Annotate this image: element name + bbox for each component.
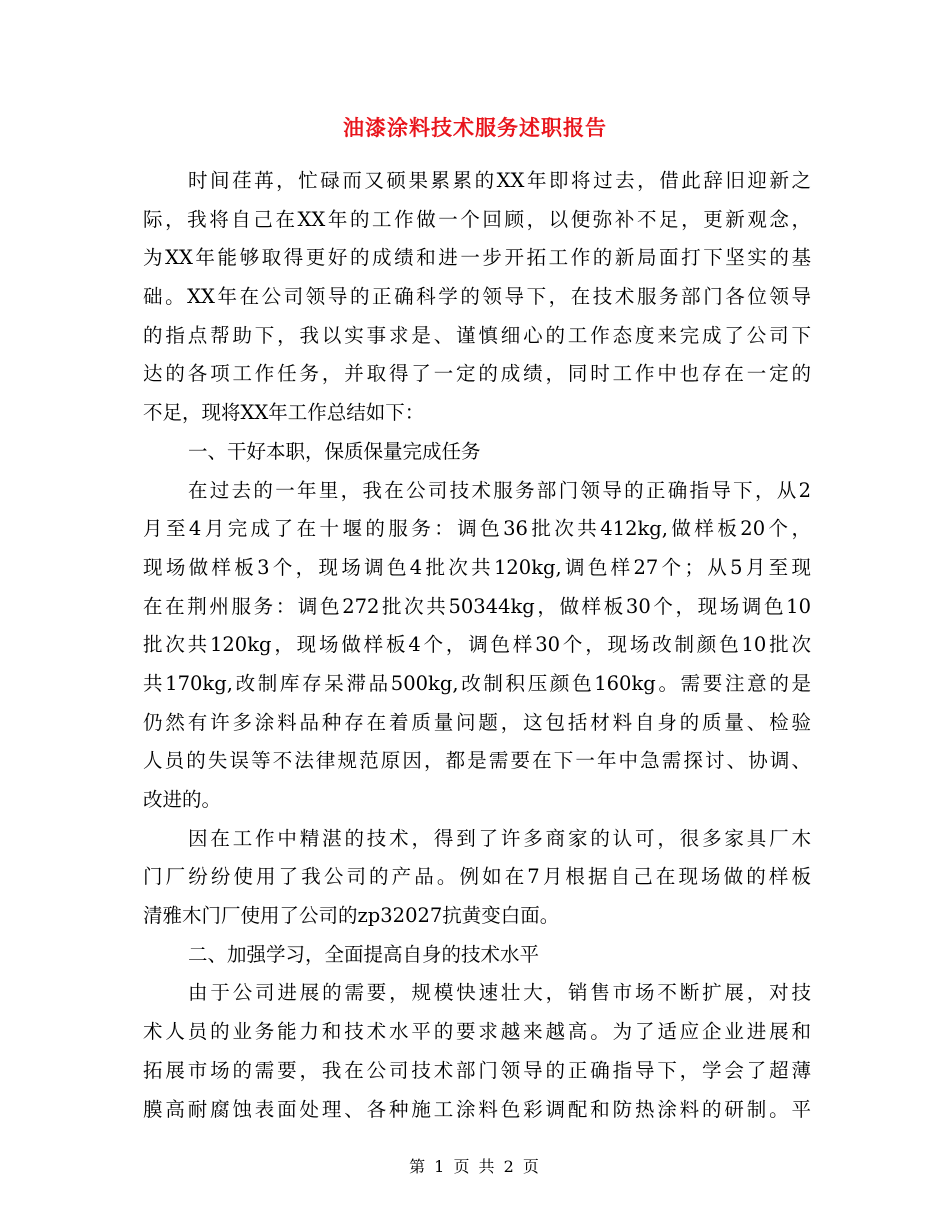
body-line: 现场做样板3个，现场调色4批次共120kg,调色样27个；从5月至现 — [143, 555, 811, 579]
document-title: 油漆涂料技术服务述职报告 — [343, 115, 607, 140]
body-line: 拓展市场的需要，我在公司技术部门领导的正确指导下，学会了超薄 — [143, 1058, 811, 1082]
section-heading: 一、干好本职，保质保量完成任务 — [188, 439, 481, 463]
body-line: 批次共120kg，现场做样板4个，调色样30个，现场改制颜色10批次 — [143, 633, 811, 657]
body-line: 因在工作中精湛的技术，得到了许多商家的认可，很多家具厂木 — [188, 826, 811, 850]
body-line: 改进的。 — [143, 788, 222, 811]
body-line: 不足，现将XX年工作总结如下： — [143, 401, 425, 425]
body-line: 际，我将自己在XX年的工作做一个回顾，以便弥补不足，更新观念， — [143, 207, 811, 231]
body-line: 月至4月完成了在十堰的服务：调色36批次共412kg,做样板20个， — [143, 517, 811, 541]
body-line: 在过去的一年里，我在公司技术服务部门领导的正确指导下，从2 — [188, 478, 811, 502]
section-heading: 二、加强学习，全面提高自身的技术水平 — [188, 942, 540, 966]
body-line: 膜高耐腐蚀表面处理、各种施工涂料色彩调配和防热涂料的研制。平 — [143, 1097, 811, 1121]
body-line: 术人员的业务能力和技术水平的要求越来越高。为了适应企业进展和 — [143, 1020, 811, 1044]
body-line: 共170kg,改制库存呆滞品500kg,改制积压颜色160kg。需要注意的是 — [143, 671, 811, 695]
body-line: 清雅木门厂使用了公司的zp32027抗黄变白面。 — [143, 904, 560, 928]
body-line: 由于公司进展的需要，规模快速壮大，销售市场不断扩展，对技 — [188, 981, 811, 1005]
body-line: 仍然有许多涂料品种存在着质量问题，这包括材料自身的质量、检验 — [143, 710, 811, 734]
body-line: 在在荆州服务：调色272批次共50344kg，做样板30个，现场调色10 — [143, 594, 811, 618]
body-line: 础。XX年在公司领导的正确科学的领导下，在技术服务部门各位领导 — [143, 285, 811, 309]
page-footer: 第 1 页 共 2 页 — [409, 1157, 541, 1176]
body-line: 时间荏苒，忙碌而又硕果累累的XX年即将过去，借此辞旧迎新之 — [188, 169, 811, 192]
body-line: 为XX年能够取得更好的成绩和进一步开拓工作的新局面打下坚实的基 — [143, 246, 811, 270]
document-body — [143, 162, 811, 1129]
body-line: 门厂纷纷使用了我公司的产品。例如在7月根据自己在现场做的样板 — [143, 865, 811, 889]
body-line: 人员的失误等不法律规范原因，都是需要在下一年中急需探讨、协调、 — [143, 749, 811, 773]
body-line: 的指点帮助下，我以实事求是、谨慎细心的工作态度来完成了公司下 — [143, 323, 811, 347]
body-line: 达的各项工作任务，并取得了一定的成绩，同时工作中也存在一定的 — [143, 362, 811, 386]
